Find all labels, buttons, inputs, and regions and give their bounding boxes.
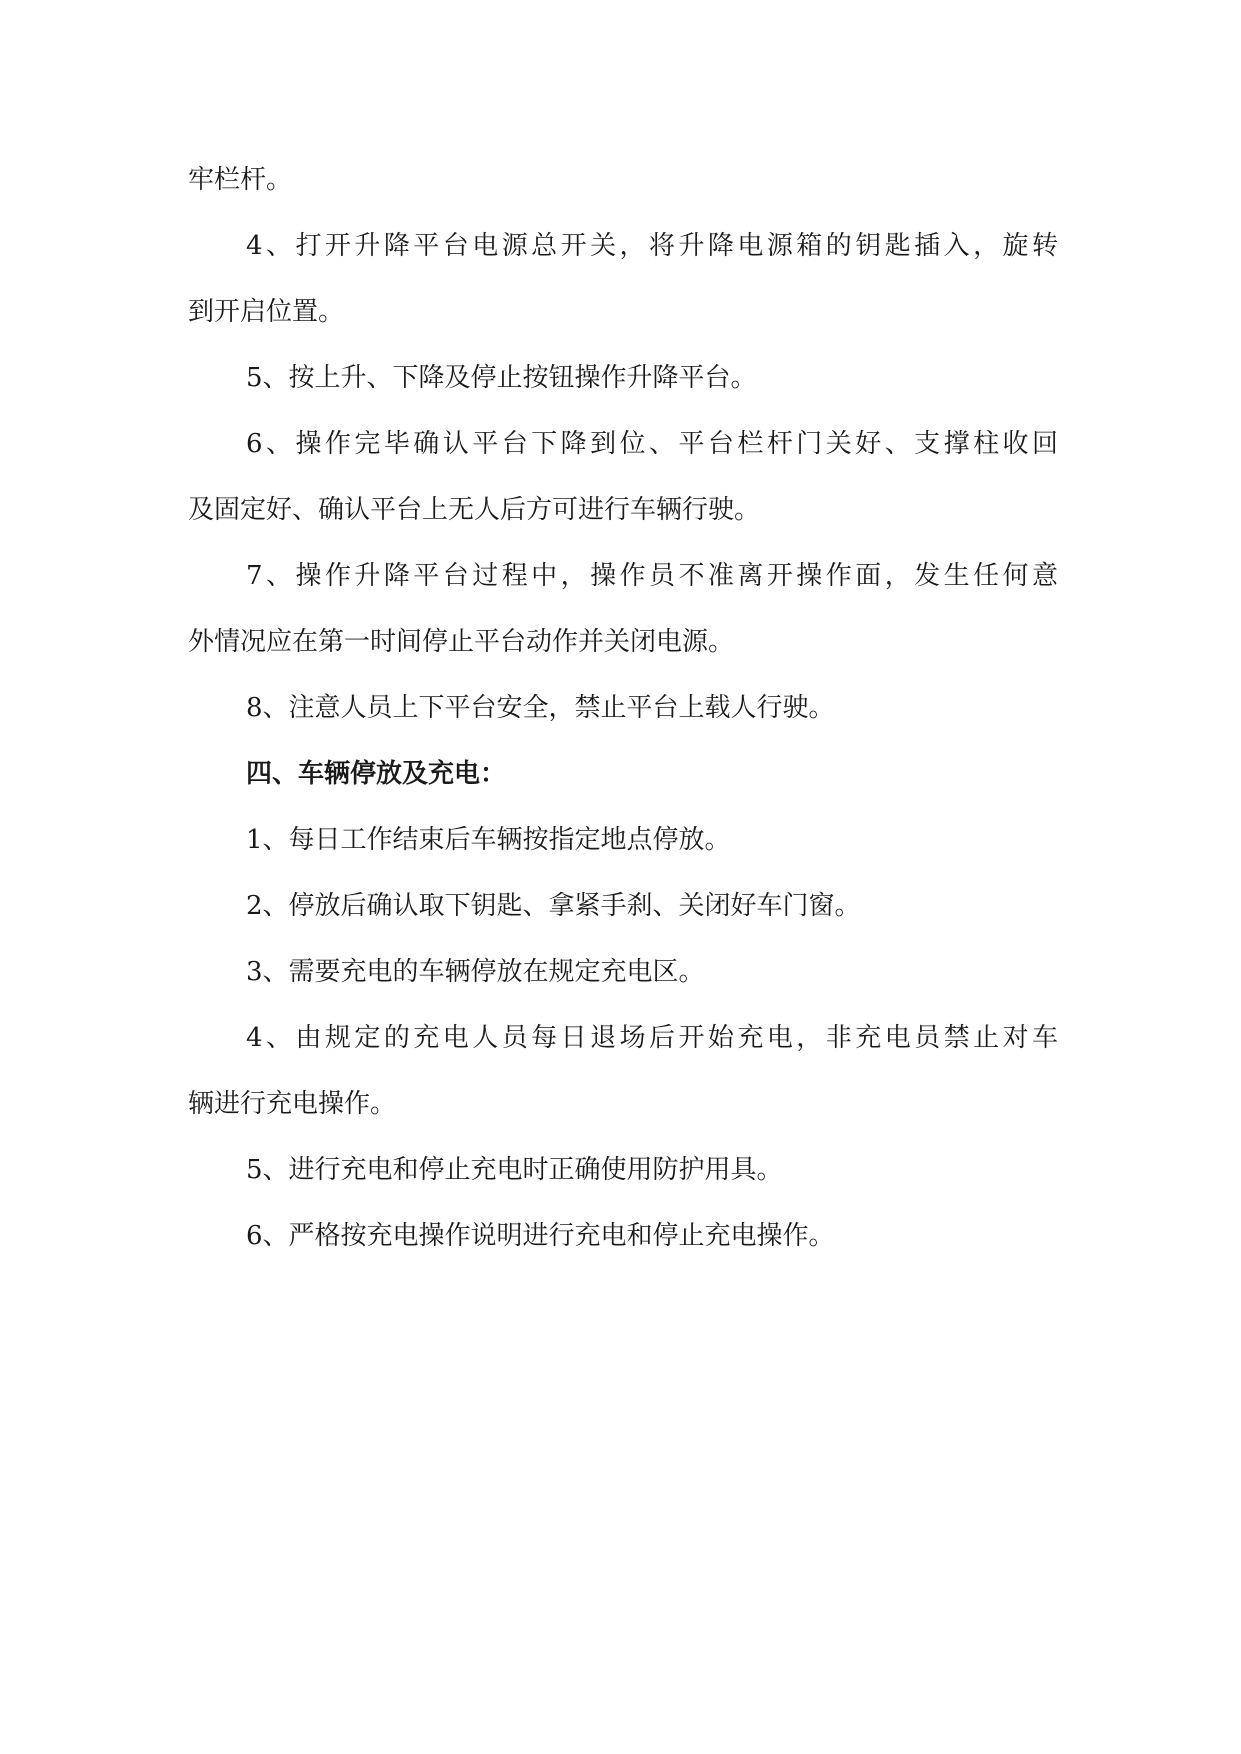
paragraph-line: 8、注意人员上下平台安全，禁止平台上载人行驶。 (246, 693, 835, 723)
paragraph-line: 牢栏杆。 (188, 165, 293, 195)
paragraph-line: 6、操作完毕确认平台下降到位、平台栏杆门关好、支撑柱收回 (246, 429, 1058, 459)
paragraph-line: 4、打开升降平台电源总开关，将升降电源箱的钥匙插入，旋转 (246, 231, 1058, 261)
paragraph-line: 2、停放后确认取下钥匙、拿紧手刹、关闭好车门窗。 (246, 891, 861, 921)
paragraph-line: 5、按上升、下降及停止按钮操作升降平台。 (246, 363, 757, 393)
paragraph-line: 5、进行充电和停止充电时正确使用防护用具。 (246, 1155, 783, 1185)
paragraph-line: 辆进行充电操作。 (188, 1089, 397, 1119)
paragraph-line: 7、操作升降平台过程中，操作员不准离开操作面，发生任何意 (246, 561, 1058, 591)
paragraph-line: 6、严格按充电操作说明进行充电和停止充电操作。 (246, 1221, 835, 1251)
paragraph-line: 3、需要充电的车辆停放在规定充电区。 (246, 957, 705, 987)
paragraph-line: 1、每日工作结束后车辆按指定地点停放。 (246, 825, 731, 855)
paragraph-line: 4、由规定的充电人员每日退场后开始充电，非充电员禁止对车 (246, 1023, 1058, 1053)
paragraph-line: 外情况应在第一时间停止平台动作并关闭电源。 (188, 627, 735, 657)
paragraph-line: 及固定好、确认平台上无人后方可进行车辆行驶。 (188, 495, 761, 525)
section-heading: 四、车辆停放及充电： (246, 759, 507, 789)
paragraph-line: 到开启位置。 (188, 297, 345, 327)
